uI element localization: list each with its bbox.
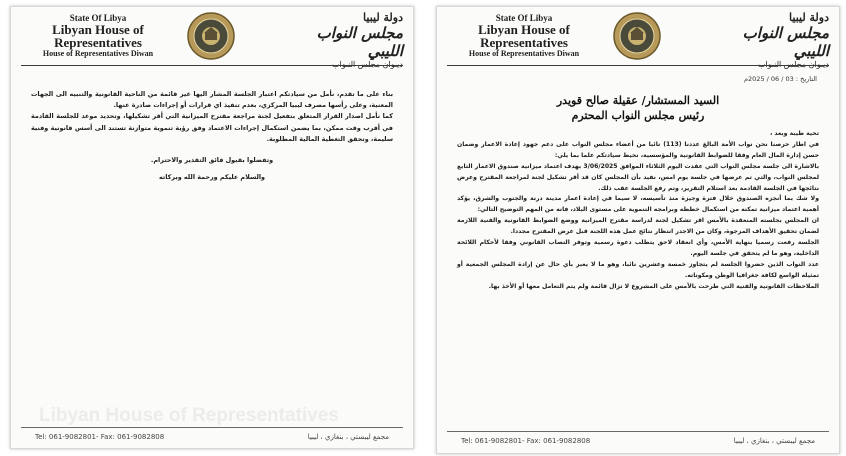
header-house-en-1: Libyan House of — [478, 22, 570, 37]
addressee-block — [437, 93, 839, 123]
header-arabic — [709, 11, 829, 69]
header-diwan-en: House of Representatives Diwan — [468, 49, 580, 58]
footer-divider — [21, 427, 403, 428]
addressee-name: السيد المستشار/ عقيلة صالح قويدر — [556, 94, 720, 107]
paragraph: بناء على ما تقدم، نأمل من سيادتكم اعتبار الجلسة المشار اليها غير قائمة من الناحية القانونية والتنبيه الى الجهات المعنية، وعلى رأسها مصرف ليبيا المركزي، بعدم تنفيذ اي قرارات أو إجراءات صادرة عنها. — [31, 90, 393, 110]
footer-location: مجمع ليبستي ، بنغازي ، ليبيا — [307, 433, 389, 441]
header-house-ar: مجلس النواب الليبي — [316, 24, 403, 60]
header-english — [449, 13, 599, 58]
paragraph: الجلسة رفعت رسميا بنهاية الأمس، وأي انعقاد لاحق يتطلب دعوة رسمية وتوفر النصاب القانوني وفقا لأحكام اللائحة الداخلية، وهو ما لم يتحقق في جلسة اليوم. — [457, 239, 819, 257]
header-state-ar: دولة ليبيا — [789, 11, 829, 24]
header-divider — [447, 65, 829, 66]
letter-date: التاريخ : 03 / 06 / 2025م — [744, 75, 817, 83]
paragraph: ان المجلس بجلسته المنعقدة بالأمس اقر تشكيل لجنة لدراسة مقترح الميزانية ووضع الضوابط القانونية والفنية اللازمة لضمان تحقيق الأهداف المرجوة، وكان من الاجدر انتظار نتائج عمل هذه اللجنة قبل عرض المقترح مجددا. — [457, 217, 819, 236]
header-diwan-en: House of Representatives Diwan — [42, 49, 154, 58]
header-state-en: State Of Libya — [69, 13, 127, 23]
parliament-seal-icon — [612, 11, 662, 61]
header-english — [23, 13, 173, 58]
header-house-ar: مجلس النواب الليبي — [742, 24, 829, 60]
header-state-en: State Of Libya — [495, 13, 553, 23]
header-house-en-2: Representatives — [480, 35, 568, 50]
letter-page-1 — [436, 6, 840, 454]
paragraph: الملاحظات القانونية والفنية التي طرحت بالأمس على المشروع لا تزال قائمة ولم يتم التعامل معها أو الأخذ بها. — [488, 282, 819, 290]
greeting: تحية طيبة وبعد ، — [770, 130, 819, 137]
letter-body-page-2 — [31, 89, 393, 183]
header-divider — [21, 65, 403, 66]
header-house-en-1: Libyan House of — [52, 22, 144, 37]
paragraph: كما نأمل اصدار القرار المتعلق بتفعيل لجنة مراجعة مقترح الميزانية التي أقر تشكيلها، وتحديد موعد للجلسة القادمة في أقرب وقت ممكن، بما يضمن استكمال إجراءات الاعتماد وفق رؤية تنموية متوازنة تستند الى أسس قانونية وفنية سليمة، وتحقق التغطية المالية المطلوبة. — [31, 112, 393, 143]
footer-location: مجمع ليبستي ، بنغازي ، ليبيا — [733, 437, 815, 445]
paragraph: بالاشارة الى جلسة مجلس النواب التي عقدت اليوم الثلاثاء الموافق 3/06/2025 بهدف اعتماد ميزانية صندوق الاعمار التابع لمجلس النواب، والتي تم عرضها في جلسة يوم امس، نفيد بأن المجلس كان قد أقر تشكيل لجنة لمراجعة المقترح وعرض نتائجها في الجلسة القادمة بعد استلام التقرير، وتم رفع الجلسة عقب ذلك. — [457, 162, 819, 192]
footer-tel-fax: Tel: 061-9082801- Fax: 061-9082808 — [35, 433, 165, 441]
closing-salutation: والسلام عليكم ورحمة الله وبركاته — [158, 173, 266, 182]
header-state-ar: دولة ليبيا — [363, 11, 403, 24]
paragraph: في اطار حرصنا نحن نواب الأمة البالغ عددنا (113) نائبا من أعضاء مجلس النواب على دعم جهود إعادة الاعمار وضمان حسن إدارة المال العام وفقا للضوابط القانونية والمؤسسية، نحيط سيادتكم علما بما يلي: — [457, 140, 820, 159]
addressee-title: رئيس مجلس النواب المحترم — [571, 109, 705, 122]
footer-divider — [447, 431, 829, 432]
closing-regards: وتفضلوا بقبول فائق التقدير والاحترام. — [150, 156, 274, 165]
footer-tel-fax: Tel: 061-9082801- Fax: 061-9082808 — [461, 437, 591, 445]
watermark: Libyan House of Representatives — [39, 405, 339, 426]
paragraph: ولا شك بما أنجزه الصندوق خلال فترة وجيزة منذ تأسيسه، لا سيما في إعادة اعمار مدينة درنة والجنوب والشرق، يؤكد أهمية اعتماد ميزانية تمكنه من استكمال خططه وبرامجه التنموية على مستوى البلاد، فانه من المهم التوضيح التالي: — [457, 195, 819, 214]
header-house-en-2: Representatives — [54, 35, 142, 50]
letter-page-2 — [10, 6, 414, 449]
paragraph: عدد النواب الذين حضروا الجلسة لم يتجاوز خمسة وعشرين نائبا، وهو ما لا يعبر بأي حال عن إرادة المجلس الجمعية أو تمثيله الواسع لكافة جغرافيا الوطن ومكوناته. — [457, 260, 819, 279]
parliament-seal-icon — [186, 11, 236, 61]
letter-body-page-1 — [457, 129, 819, 293]
header-arabic — [283, 11, 403, 69]
